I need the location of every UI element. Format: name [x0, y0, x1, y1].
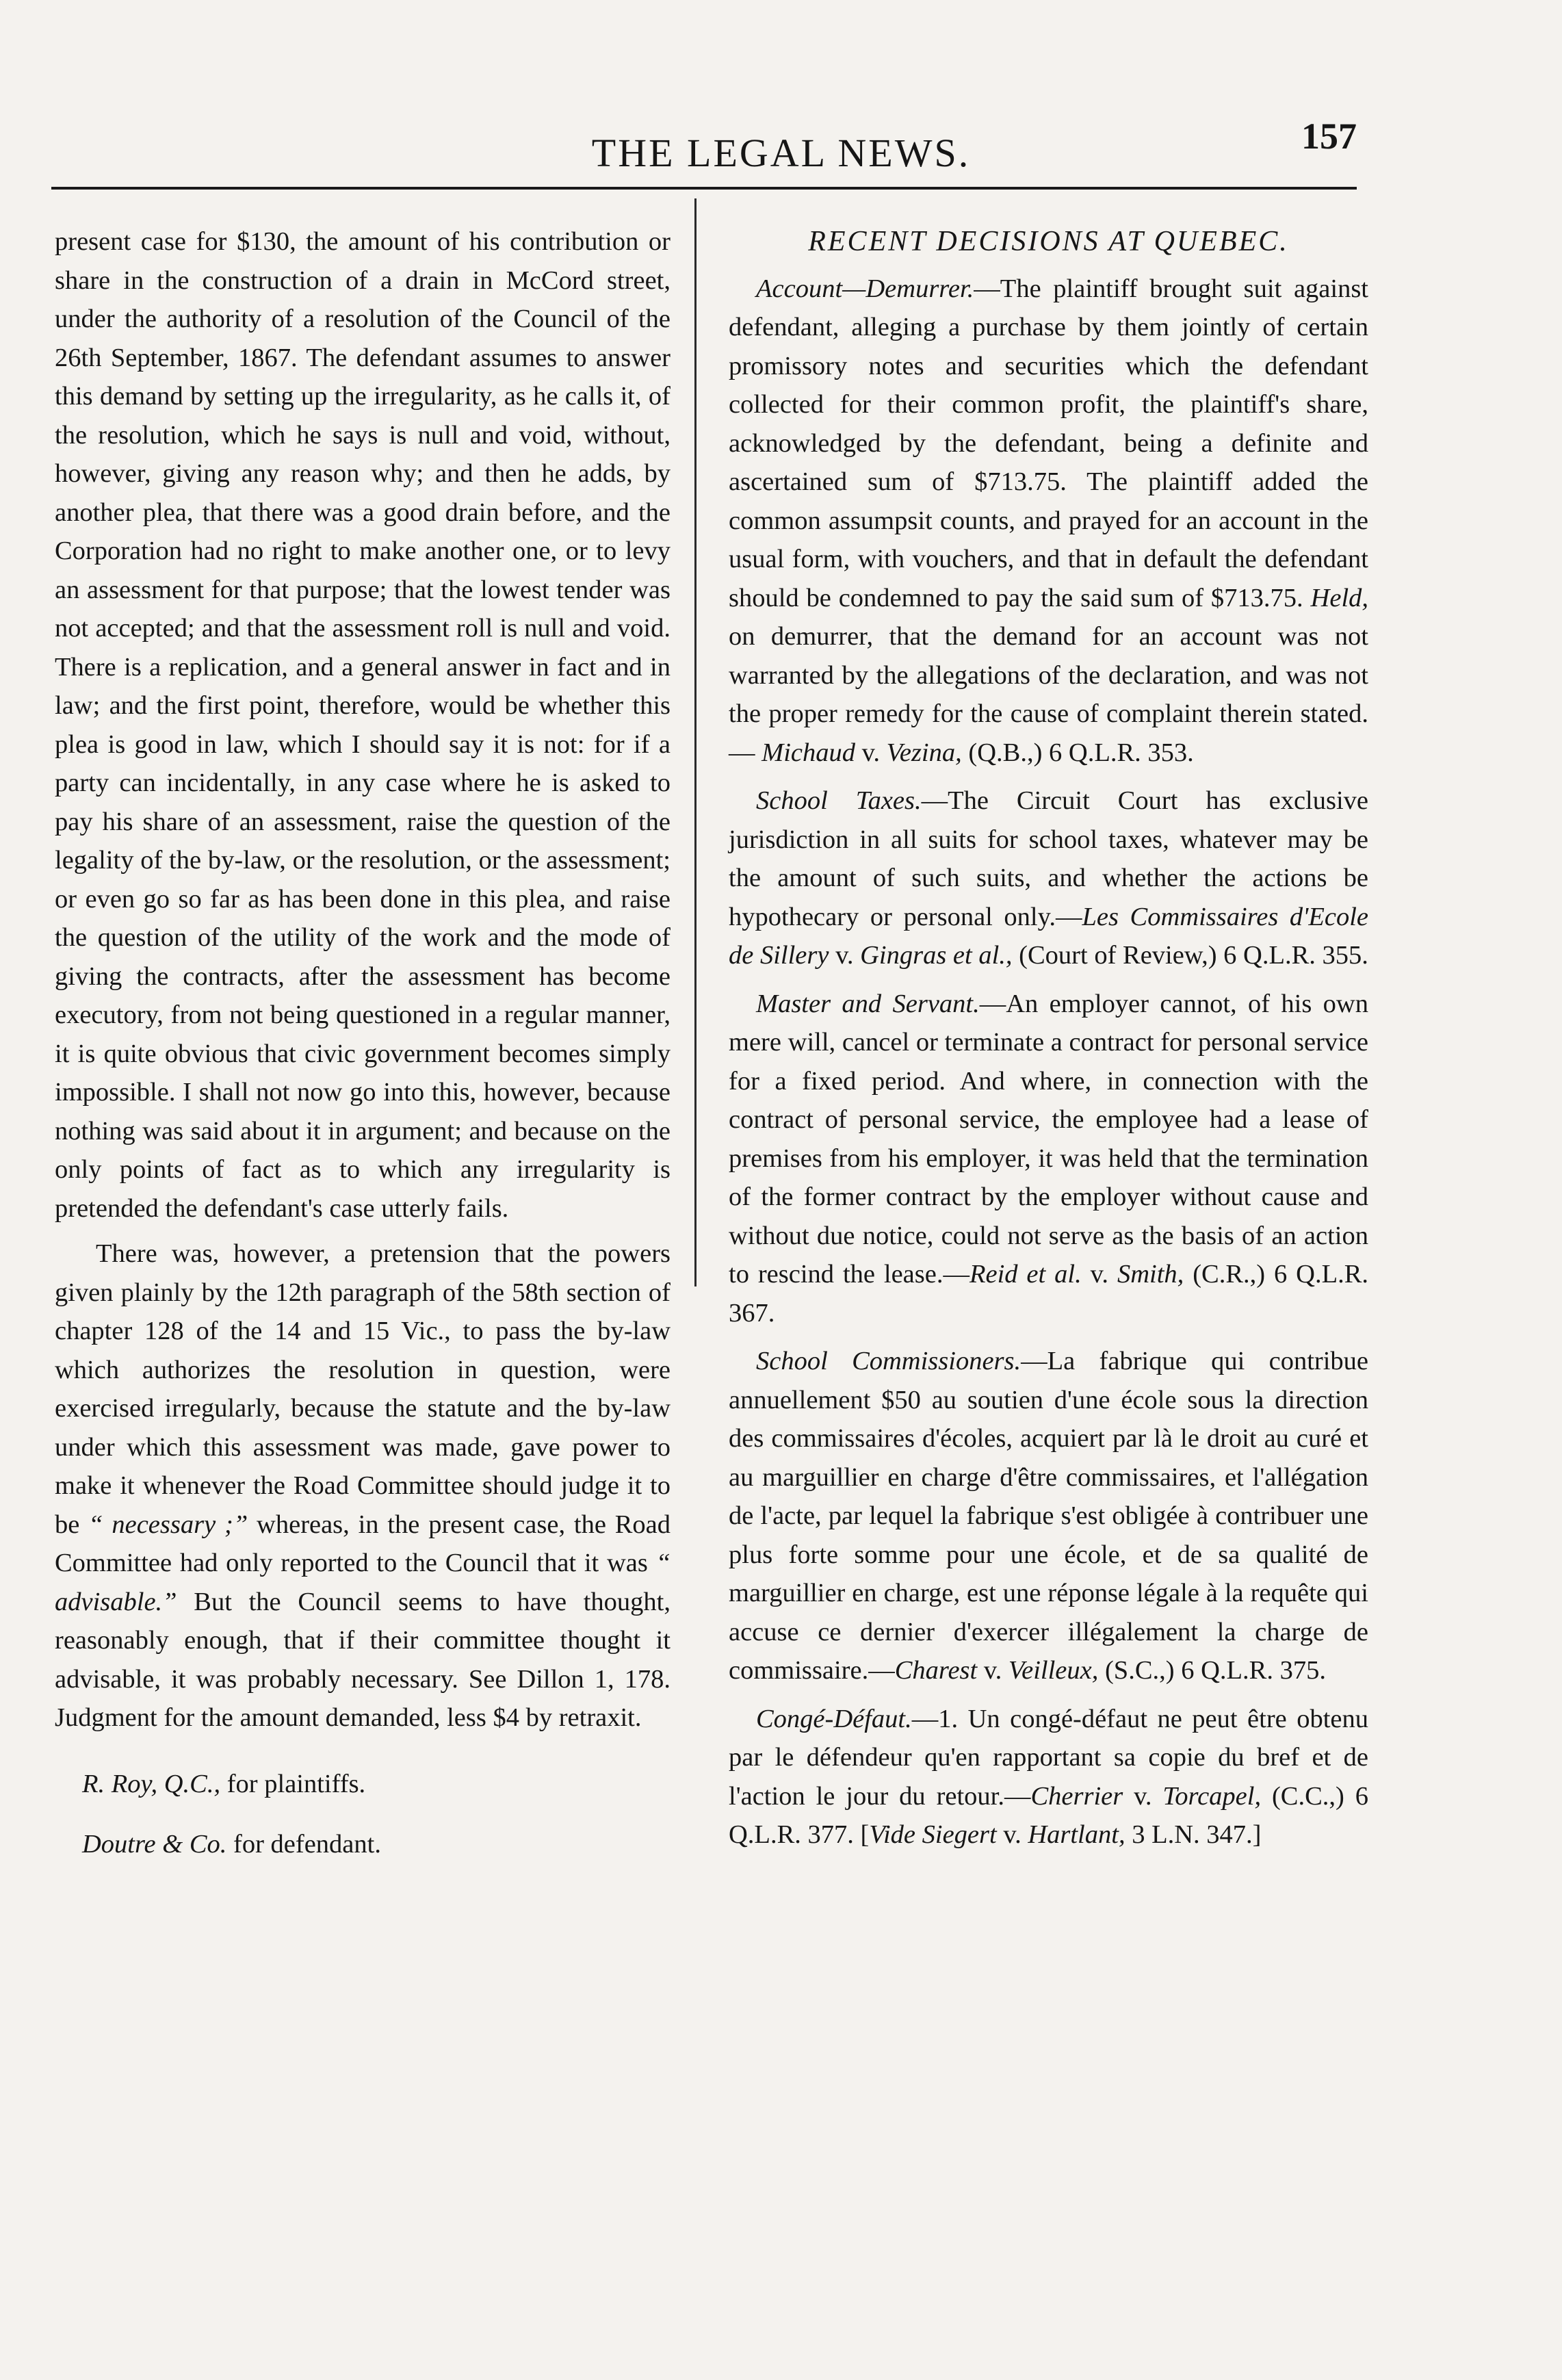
running-head: THE LEGAL NEWS. [591, 131, 971, 175]
counsel-plaintiffs-role: for plaintiffs. [226, 1769, 366, 1798]
vide-bracket: [ [860, 1820, 870, 1849]
entry-topic: Master and Servant. [756, 989, 980, 1018]
decision-entry [729, 781, 1368, 975]
page-number: 157 [1301, 116, 1357, 157]
column-divider [694, 198, 697, 1286]
entry-case2: Gingras et al., [860, 941, 1013, 970]
entry-versus: v. [835, 941, 854, 970]
entry-text: —The plaintiff brought suit against defendant, alleging a purchase by them jointly of certain promissory notes and securities which the defendant collected for their common profit, the plaintiff's share, acknowledged by the defendant, being a definite and ascertained sum of $713.75. The plaintiff added the common assumpsit counts, and prayed for an account in the usual form, with vouchers, and that in default the defendant should be condemned to pay the said sum of $713.75. [729, 274, 1368, 612]
decision-entry [729, 1342, 1368, 1690]
entry-text: —An employer cannot, of his own mere will, cancel or terminate a contract for personal service for a fixed period. And where, in connection with the contract of personal service, the employee had a lease of premises from his employer, it was held that the termination of the former contract by the employer without cause and without due notice, could not serve as the basis of an action to rescind the lease.— [729, 989, 1368, 1289]
entry-case: Cherrier [1030, 1781, 1123, 1811]
paragraph-2-text-b: whereas, in the present case, the Road Committee had only reported to the Council that it was [55, 1510, 671, 1577]
entry-citation: (S.C.,) 6 Q.L.R. 375. [1104, 1656, 1326, 1685]
entry-versus: v. [983, 1656, 1002, 1685]
counsel-defendant-role: for defendant. [233, 1830, 381, 1859]
left-column [55, 222, 671, 1864]
entry-case: Michaud [762, 738, 855, 767]
quoted-necessary: “ necessary ;” [88, 1510, 248, 1539]
entry-case2: Vezina, [886, 738, 962, 767]
header-rule [51, 187, 1357, 190]
counsel-defendant-name: Doutre & Co. [82, 1830, 227, 1859]
judgment-paragraph-2 [55, 1234, 671, 1737]
right-column [729, 222, 1368, 1864]
entry-case: Reid et al. [969, 1260, 1082, 1289]
entry-text: —The Circuit Court has exclusive jurisdiction in all suits for school taxes, whatever may be the amount of such suits, and whether the actions be hypothecary or personal only.— [729, 786, 1368, 931]
entry-topic: School Commissioners. [756, 1347, 1021, 1375]
vide-versus: v. [1003, 1820, 1021, 1849]
entry-text: —La fabrique qui contribue annuellement $50 au soutien d'une école sous la direction des commissaires d'écoles, acquiert par là le droit au curé et au marguillier en charge d'être commissaires, et l'allégation de l'acte, par lequel la fabrique s'est obligée à contribuer une plus forte somme pour une école, et de sa qualité de marguillier en charge, est une réponse légale à la requête qui accuse ce dernier d'exercer illégalement la charge de commissaire.— [729, 1347, 1368, 1685]
counsel-plaintiffs [55, 1765, 671, 1804]
decision-entry [729, 985, 1368, 1333]
entry-text-b: on demurrer, that the demand for an account was not warranted by the allegations of the declaration, and was not the proper remedy for the cause of complaint therein stated.— [729, 622, 1368, 767]
entry-citation: (Q.B.,) 6 Q.L.R. 353. [968, 738, 1194, 767]
entry-case: Les Commissaires d'Ecole de Sillery [729, 902, 1368, 970]
entry-topic: Congé-Défaut. [756, 1704, 912, 1733]
vide-citation: 3 L.N. 347.] [1132, 1820, 1262, 1849]
section-heading: RECENT DECISIONS AT QUEBEC. [808, 226, 1289, 257]
entry-case2: Torcapel, [1162, 1781, 1262, 1811]
decision-entry [729, 1700, 1368, 1854]
entry-citation: (C.C.,) 6 Q.L.R. 377. [729, 1781, 1368, 1849]
entry-topic: Account—Demurrer. [756, 274, 974, 303]
entry-case: Charest [894, 1656, 978, 1685]
quoted-advisable: “ advisable.” [55, 1549, 671, 1616]
entry-text: —1. Un congé-défaut ne peut être obtenu par le défendeur qu'en rapportant sa copie du bref et de l'action le jour du retour.— [729, 1704, 1368, 1811]
vide-case: Hartlant, [1028, 1820, 1125, 1849]
vide-reference: Vide Siegert [869, 1820, 997, 1849]
entry-topic: School Taxes. [756, 786, 922, 815]
paragraph-2-text-a: There was, however, a pretension that the powers given plainly by the 12th paragraph of the 58th section of chapter 128 of the 14 and 15 Vic., to pass the by-law which authorizes the resolution in question, were exercised irregularly, because the statute and the by-law under which this assessment was made, gave power to make it whenever the Road Committee should judge it to be [55, 1239, 671, 1539]
counsel-plaintiffs-name: R. Roy, Q.C., [82, 1769, 221, 1798]
entry-versus: v. [1134, 1781, 1152, 1811]
counsel-defendant [55, 1825, 671, 1864]
decision-entry [729, 270, 1368, 773]
paragraph-2-text-c: But the Council seems to have thought, reasonably enough, that if their committee thought it advisable, it was probably necessary. See Dillon 1, 178. Judgment for the amount demanded, less $4 by retraxit. [55, 1587, 671, 1732]
entry-versus: v. [1090, 1260, 1109, 1289]
entry-versus: v. [861, 738, 880, 767]
entry-citation: (C.R.,) 6 Q.L.R. 367. [729, 1260, 1369, 1328]
entry-case2: Smith, [1117, 1260, 1184, 1289]
entry-citation: (Court of Review,) 6 Q.L.R. 355. [1019, 941, 1368, 970]
entry-held: Held, [1310, 583, 1369, 612]
entry-case2: Veilleux, [1008, 1656, 1099, 1685]
judgment-paragraph-1: present case for $130, the amount of his contribution or share in the construction of a drain in McCord street, under the authority of a resolution of the Council of the 26th September, 1867. The defendant assumes to answer this demand by setting up the irregularity, as he calls it, of the resolution, which he says is null and void, without, however, giving any reason why; and then he adds, by another plea, that there was a good drain before, and the Corporation had no right to make another one, or to levy an assessment for that purpose; that the lowest tender was not accepted; and that the assessment roll is null and void. There is a replication, and a general answer in fact and in law; and the first point, therefore, would be whether this plea is good in law, which I should say it is not: for if a party can incidentally, in any case where he is asked to pay his share of an assessment, raise the question of the legality of the by-law, or the resolution, or the assessment; or even go so far as has been done in this plea, and raise the question of the utility of the work and the mode of giving the contracts, after the assessment has become executory, from not being questioned in a regular manner, it is quite obvious that civic government becomes simply impossible. I shall not now go into this, however, because nothing was said about it in argument; and because on the only points of fact as to which any irregularity is pretended the defendant's case utterly fails. [55, 227, 671, 1223]
